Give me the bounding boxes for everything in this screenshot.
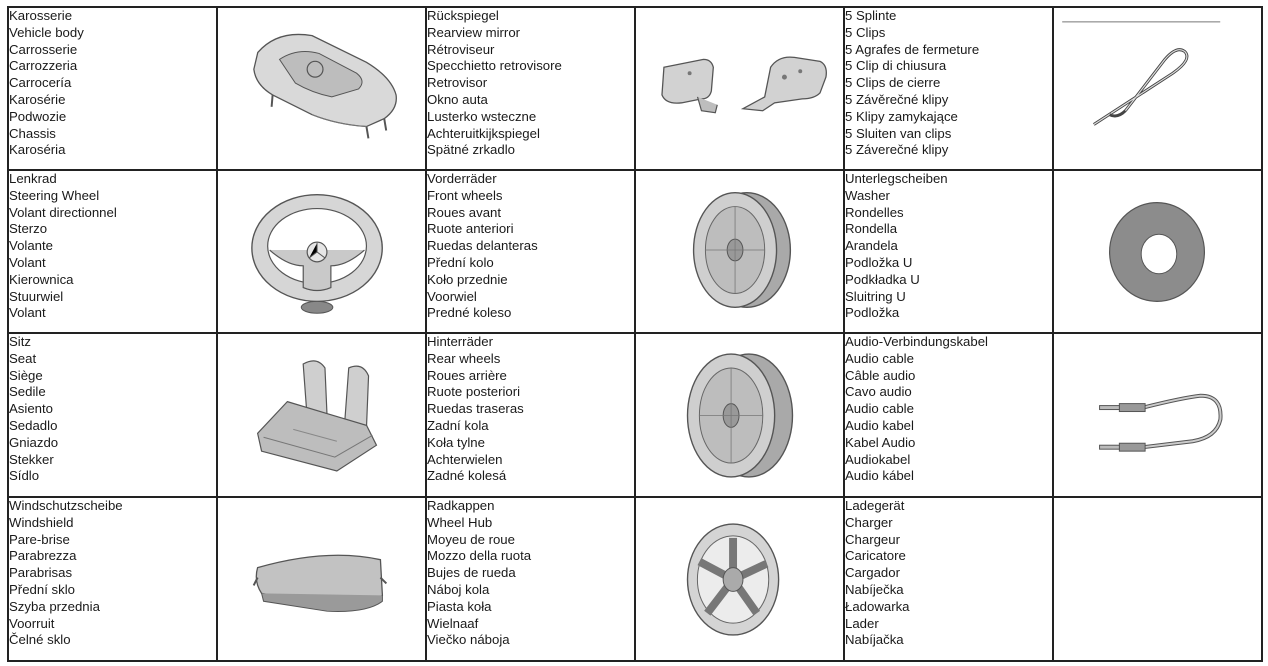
part-label: Ladegerät bbox=[845, 498, 905, 513]
part-label: Szyba przednia bbox=[9, 598, 100, 614]
part-image-cell bbox=[1053, 170, 1262, 333]
part-label: Washer bbox=[845, 187, 890, 203]
part-label: Wielnaaf bbox=[427, 615, 479, 631]
part-label: Hinterräder bbox=[427, 334, 493, 349]
part-image-cell bbox=[217, 497, 426, 661]
part-labels-rearview-mirror bbox=[426, 7, 635, 170]
part-label: Koło przednie bbox=[427, 271, 508, 287]
part-image-cell bbox=[1053, 7, 1262, 170]
part-label: Volant bbox=[9, 254, 46, 270]
part-label: Audio-Verbindungskabel bbox=[845, 334, 988, 349]
part-label: Sterzo bbox=[9, 221, 48, 237]
part-label: Sedile bbox=[9, 384, 46, 400]
part-label: Podložka U bbox=[845, 254, 913, 270]
part-label: 5 Splinte bbox=[845, 8, 897, 23]
part-labels-front-wheels bbox=[426, 170, 635, 333]
part-label: Lusterko wsteczne bbox=[427, 108, 537, 124]
table-row bbox=[8, 170, 1262, 333]
part-label: Chargeur bbox=[845, 531, 900, 547]
part-label: Wheel Hub bbox=[427, 514, 493, 530]
part-label: Stekker bbox=[9, 451, 54, 467]
part-label: Kierownica bbox=[9, 271, 74, 287]
part-label: Karoséria bbox=[9, 142, 66, 158]
car-body-icon bbox=[218, 8, 425, 169]
part-label: Piasta koła bbox=[427, 598, 492, 614]
part-label: Podwozie bbox=[9, 108, 67, 124]
rearview-mirror-icon bbox=[636, 8, 843, 169]
part-label: Specchietto retrovisore bbox=[427, 58, 562, 74]
part-image-cell bbox=[635, 7, 844, 170]
part-label: Ruedas delanteras bbox=[427, 238, 538, 254]
part-label: Pare-brise bbox=[9, 531, 70, 547]
rear-wheel-icon bbox=[636, 334, 843, 496]
split-pin-clip-icon bbox=[1054, 8, 1261, 169]
part-label: 5 Záverečné klipy bbox=[845, 142, 949, 158]
part-label: Gniazdo bbox=[9, 434, 59, 450]
part-label: Nabíječka bbox=[845, 581, 904, 597]
part-label: 5 Závěrečné klipy bbox=[845, 91, 949, 107]
part-label: Carrosserie bbox=[9, 41, 78, 57]
part-label: 5 Sluiten van clips bbox=[845, 125, 952, 141]
part-label: 5 Clips de cierre bbox=[845, 75, 941, 91]
part-label: Vehicle body bbox=[9, 24, 84, 40]
washer-icon bbox=[1054, 171, 1261, 332]
part-label: Retrovisor bbox=[427, 75, 488, 91]
windshield-icon bbox=[218, 498, 425, 660]
part-label: Náboj kola bbox=[427, 581, 490, 597]
part-labels-wheel-hub bbox=[426, 497, 635, 661]
part-image-cell bbox=[635, 333, 844, 497]
part-label: Steering Wheel bbox=[9, 187, 100, 203]
part-label: Sitz bbox=[9, 334, 31, 349]
part-label: Windshield bbox=[9, 514, 74, 530]
part-label: 5 Klipy zamykające bbox=[845, 108, 958, 124]
parts-list-table bbox=[7, 6, 1263, 662]
part-label: Podkładka U bbox=[845, 271, 920, 287]
part-label: Sedadlo bbox=[9, 417, 58, 433]
part-label: Lenkrad bbox=[9, 171, 57, 186]
part-label: Rearview mirror bbox=[427, 24, 521, 40]
part-label: Asiento bbox=[9, 401, 53, 417]
part-label: Seat bbox=[9, 350, 37, 366]
part-labels-charger bbox=[844, 497, 1053, 661]
part-label: Stuurwiel bbox=[9, 288, 64, 304]
part-label: Achteruitkijkspiegel bbox=[427, 125, 540, 141]
part-label: Windschutzscheibe bbox=[9, 498, 123, 513]
part-label: Carrozzeria bbox=[9, 58, 78, 74]
part-label: Volant bbox=[9, 305, 46, 321]
part-label: Radkappen bbox=[427, 498, 495, 513]
part-label: Parabrisas bbox=[9, 565, 73, 581]
part-label: Audio kabel bbox=[845, 417, 914, 433]
front-wheel-icon bbox=[636, 171, 843, 332]
part-label: Spätné zrkadlo bbox=[427, 142, 515, 158]
part-label: Predné koleso bbox=[427, 305, 512, 321]
part-label: Volant directionnel bbox=[9, 204, 117, 220]
part-labels-windshield bbox=[8, 497, 217, 661]
seat-icon bbox=[218, 334, 425, 496]
part-label: Audio cable bbox=[845, 401, 914, 417]
part-label: Karosserie bbox=[9, 8, 73, 23]
part-labels-washer bbox=[844, 170, 1053, 333]
part-label: Viečko náboja bbox=[427, 632, 510, 648]
part-label: 5 Clips bbox=[845, 24, 886, 40]
part-label: 5 Agrafes de fermeture bbox=[845, 41, 980, 57]
table-row bbox=[8, 333, 1262, 497]
part-label: Chassis bbox=[9, 125, 56, 141]
part-label: Audio kábel bbox=[845, 468, 914, 484]
wheel-hub-icon bbox=[636, 498, 843, 660]
table-row bbox=[8, 497, 1262, 661]
part-label: Přední sklo bbox=[9, 581, 75, 597]
empty-image-cell bbox=[1053, 497, 1262, 661]
part-label: Zadné kolesá bbox=[427, 468, 507, 484]
part-image-cell bbox=[635, 497, 844, 661]
part-label: Volante bbox=[9, 238, 53, 254]
part-label: Audio cable bbox=[845, 350, 914, 366]
part-label: Unterlegscheiben bbox=[845, 171, 948, 186]
part-label: Roues avant bbox=[427, 204, 502, 220]
part-label: Voorwiel bbox=[427, 288, 477, 304]
part-label: Câble audio bbox=[845, 367, 916, 383]
part-label: Rondella bbox=[845, 221, 898, 237]
part-label: Vorderräder bbox=[427, 171, 497, 186]
part-label: Nabíjačka bbox=[845, 632, 904, 648]
part-label: Karosérie bbox=[9, 91, 66, 107]
part-label: Lader bbox=[845, 615, 879, 631]
part-label: Čelné sklo bbox=[9, 632, 71, 648]
part-label: Okno auta bbox=[427, 91, 488, 107]
part-label: Charger bbox=[845, 514, 893, 530]
table-row bbox=[8, 7, 1262, 170]
part-label: Parabrezza bbox=[9, 548, 77, 564]
part-label: Moyeu de roue bbox=[427, 531, 515, 547]
part-label: Bujes de rueda bbox=[427, 565, 516, 581]
part-image-cell bbox=[217, 333, 426, 497]
part-label: Ładowarka bbox=[845, 598, 910, 614]
part-label: Kabel Audio bbox=[845, 434, 916, 450]
part-label: Mozzo della ruota bbox=[427, 548, 532, 564]
part-label: Rétroviseur bbox=[427, 41, 495, 57]
part-label: Ruote anteriori bbox=[427, 221, 514, 237]
part-label: Caricatore bbox=[845, 548, 906, 564]
part-image-cell bbox=[635, 170, 844, 333]
part-label: Podložka bbox=[845, 305, 900, 321]
part-label: Sluitring U bbox=[845, 288, 906, 304]
audio-cable-icon bbox=[1054, 334, 1261, 496]
part-label: Rückspiegel bbox=[427, 8, 499, 23]
part-labels-rear-wheels bbox=[426, 333, 635, 497]
part-label: Achterwielen bbox=[427, 451, 503, 467]
steering-wheel-icon bbox=[218, 171, 425, 332]
part-labels-car-body bbox=[8, 7, 217, 170]
part-image-cell bbox=[217, 7, 426, 170]
part-label: Sídlo bbox=[9, 468, 40, 484]
part-label: Rondelles bbox=[845, 204, 904, 220]
part-label: Siège bbox=[9, 367, 43, 383]
part-label: Koła tylne bbox=[427, 434, 485, 450]
part-label: 5 Clip di chiusura bbox=[845, 58, 947, 74]
part-labels-steering-wheel bbox=[8, 170, 217, 333]
part-label: Ruedas traseras bbox=[427, 401, 524, 417]
part-label: Roues arrière bbox=[427, 367, 507, 383]
part-image-cell bbox=[1053, 333, 1262, 497]
part-label: Přední kolo bbox=[427, 254, 494, 270]
part-label: Cavo audio bbox=[845, 384, 912, 400]
part-label: Ruote posteriori bbox=[427, 384, 521, 400]
part-image-cell bbox=[217, 170, 426, 333]
part-labels-clips bbox=[844, 7, 1053, 170]
part-labels-audio-cable bbox=[844, 333, 1053, 497]
part-labels-seat bbox=[8, 333, 217, 497]
part-label: Rear wheels bbox=[427, 350, 501, 366]
part-label: Zadní kola bbox=[427, 417, 489, 433]
part-label: Carrocería bbox=[9, 75, 72, 91]
part-label: Audiokabel bbox=[845, 451, 911, 467]
part-label: Front wheels bbox=[427, 187, 503, 203]
part-label: Voorruit bbox=[9, 615, 55, 631]
part-label: Cargador bbox=[845, 565, 900, 581]
part-label: Arandela bbox=[845, 238, 898, 254]
